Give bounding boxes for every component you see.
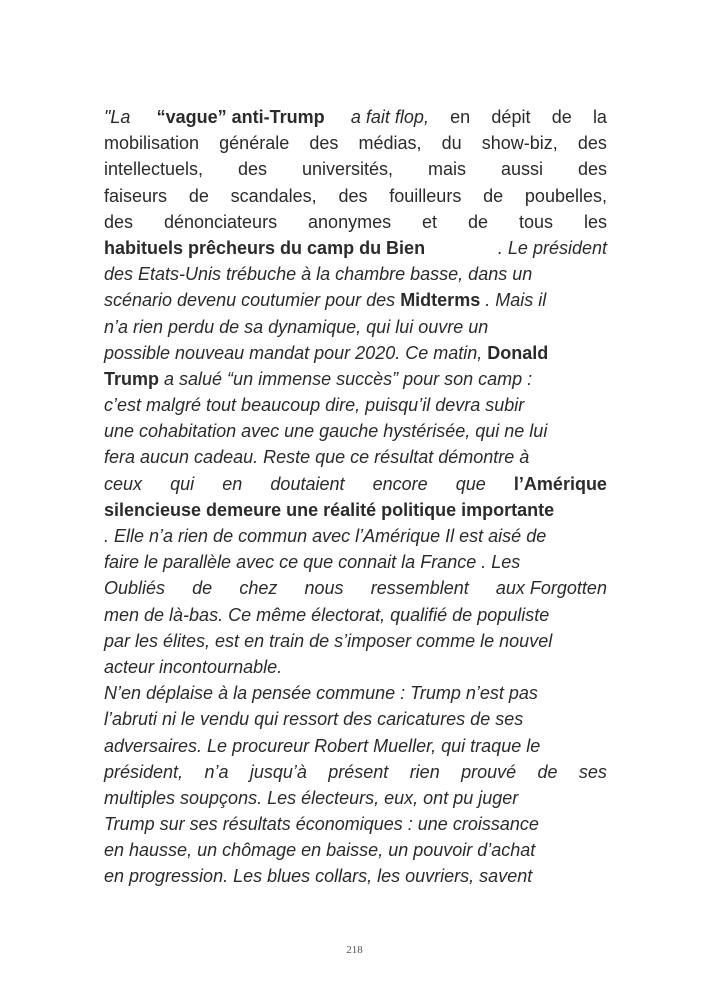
text-segment: rien xyxy=(409,761,440,782)
text-segment: en xyxy=(222,473,243,494)
text-line xyxy=(104,733,607,759)
text-segment: n’a rien perdu de sa dynamique, qui lui ouvre un xyxy=(104,316,489,337)
text-line xyxy=(104,811,607,837)
text-line xyxy=(104,392,607,418)
text-segment: de xyxy=(192,578,213,599)
text-segment: ses xyxy=(578,761,607,782)
text-segment: du xyxy=(441,133,462,154)
text-segment: acteur incontournable. xyxy=(104,656,283,677)
text-segment: l’Amérique xyxy=(513,473,607,494)
text-segment: faire le parallèle avec ce que connait la France . Les xyxy=(104,552,521,573)
text-line xyxy=(104,235,607,261)
text-segment: adversaires. Le procureur Robert Mueller, qui traque le xyxy=(104,735,541,756)
text-line xyxy=(104,549,607,575)
text-line xyxy=(104,156,607,182)
text-line xyxy=(104,287,607,313)
text-segment: des xyxy=(104,211,134,232)
text-segment: président, xyxy=(104,761,184,782)
text-line xyxy=(104,130,607,156)
text-segment: par les élites, est en train de s’imposer comme le nouvel xyxy=(104,630,553,651)
text-segment: faiseurs xyxy=(104,185,168,206)
text-line xyxy=(104,104,607,130)
text-segment: scénario devenu coutumier pour des xyxy=(104,290,401,311)
text-line xyxy=(104,706,607,732)
text-segment: encore xyxy=(372,473,428,494)
text-segment: et xyxy=(422,211,438,232)
text-segment: silencieuse demeure une réalité politique importante xyxy=(104,499,555,520)
text-segment: fouilleurs xyxy=(389,185,462,206)
text-segment: “vague” anti-Trump xyxy=(156,107,325,127)
text-segment: de xyxy=(188,185,209,206)
text-line xyxy=(104,785,607,811)
text-segment: . Le président xyxy=(497,237,607,258)
text-segment: nous xyxy=(304,578,344,599)
text-line xyxy=(104,314,607,340)
text-segment: "La xyxy=(104,107,136,127)
text-segment: show-biz, xyxy=(481,133,558,154)
text-segment: Trump sur ses résultats économiques : une croissance xyxy=(104,814,539,835)
text-segment: Donald xyxy=(487,342,549,363)
text-segment: en progression. Les blues collars, les ouvriers, savent xyxy=(104,866,533,887)
text-segment: Trump xyxy=(104,368,160,389)
text-line xyxy=(104,183,607,209)
text-segment: des xyxy=(338,185,368,206)
text-segment: doutaient xyxy=(270,473,345,494)
body-text xyxy=(104,104,607,890)
text-segment: mobilisation xyxy=(104,133,200,154)
text-segment: c’est malgré tout beaucoup dire, puisqu’il devra subir xyxy=(104,395,525,416)
text-segment: Midterms xyxy=(400,290,481,311)
text-line xyxy=(104,471,607,497)
text-line xyxy=(104,444,607,470)
text-line xyxy=(104,209,607,235)
text-segment: anonymes xyxy=(308,211,392,232)
text-segment: Oubliés xyxy=(104,578,166,599)
text-segment: poubelles, xyxy=(524,185,607,206)
text-segment: médias, xyxy=(358,133,422,154)
text-segment: générale xyxy=(219,133,290,154)
text-line xyxy=(104,523,607,549)
page-number: 218 xyxy=(346,944,363,956)
text-segment: chez xyxy=(239,578,278,599)
text-line xyxy=(104,654,607,680)
text-segment: des xyxy=(577,133,607,154)
text-line xyxy=(104,680,607,706)
text-line xyxy=(104,628,607,654)
text-segment: une cohabitation avec une gauche hystérisée, qui ne lui xyxy=(104,421,548,442)
text-segment: possible nouveau mandat pour 2020. Ce matin, xyxy=(104,342,488,363)
text-segment: n’a xyxy=(204,761,229,782)
text-segment: de xyxy=(468,211,489,232)
text-segment: . Mais il xyxy=(480,290,547,311)
text-segment: scandales, xyxy=(230,185,317,206)
text-segment: ceux xyxy=(104,473,143,494)
text-segment: dépit xyxy=(491,107,531,127)
text-segment: men de là-bas. Ce même électorat, qualifié de populiste xyxy=(104,604,550,625)
text-line xyxy=(104,837,607,863)
text-segment: que xyxy=(455,473,486,494)
text-segment: jusqu’à xyxy=(249,761,307,782)
text-segment: dénonciateurs xyxy=(163,211,278,232)
text-line xyxy=(104,340,607,366)
text-segment: tous xyxy=(519,211,554,232)
text-segment: habituels prêcheurs du camp du Bien xyxy=(104,237,426,258)
text-line xyxy=(104,418,607,444)
text-segment: aussi xyxy=(500,159,543,180)
text-line xyxy=(104,575,607,601)
text-segment: en hausse, un chômage en baisse, un pouvoir d’achat xyxy=(104,840,536,861)
text-segment: N’en déplaise à la pensée commune : Trump n’est pas xyxy=(104,683,538,704)
text-segment: ressemblent xyxy=(370,578,469,599)
text-line xyxy=(104,261,607,287)
text-segment: . Elle n’a rien de commun avec l’Amérique Il est aisé de xyxy=(104,526,547,546)
text-segment: universités, xyxy=(302,159,394,180)
text-segment: la xyxy=(592,107,607,127)
text-segment: des Etats-Unis trébuche à la chambre basse, dans un xyxy=(104,264,533,285)
text-line xyxy=(104,863,607,889)
text-segment: en xyxy=(450,107,471,127)
text-segment: de xyxy=(551,107,572,127)
text-segment: a fait flop, xyxy=(345,107,429,127)
text-line xyxy=(104,602,607,628)
text-segment: intellectuels, xyxy=(104,159,204,180)
text-segment: des xyxy=(238,159,268,180)
text-segment: des xyxy=(577,159,607,180)
text-segment: des xyxy=(309,133,339,154)
text-segment: les xyxy=(583,211,607,232)
text-segment: multiples soupçons. Les électeurs, eux, ont pu juger xyxy=(104,787,519,808)
text-segment: de xyxy=(537,761,558,782)
text-line xyxy=(104,366,607,392)
text-segment: prouvé xyxy=(461,761,517,782)
text-segment: fera aucun cadeau. Reste que ce résultat démontre à xyxy=(104,447,530,468)
text-segment: a salué “un immense succès” pour son camp : xyxy=(159,368,533,389)
text-segment: mais xyxy=(428,159,467,180)
text-segment: présent xyxy=(328,761,389,782)
text-segment: de xyxy=(483,185,504,206)
text-segment: qui xyxy=(170,473,195,494)
text-segment: aux Forgotten xyxy=(495,578,607,599)
text-line xyxy=(104,759,607,785)
text-line xyxy=(104,497,607,523)
text-segment: l’abruti ni le vendu qui ressort des caricatures de ses xyxy=(104,709,524,730)
